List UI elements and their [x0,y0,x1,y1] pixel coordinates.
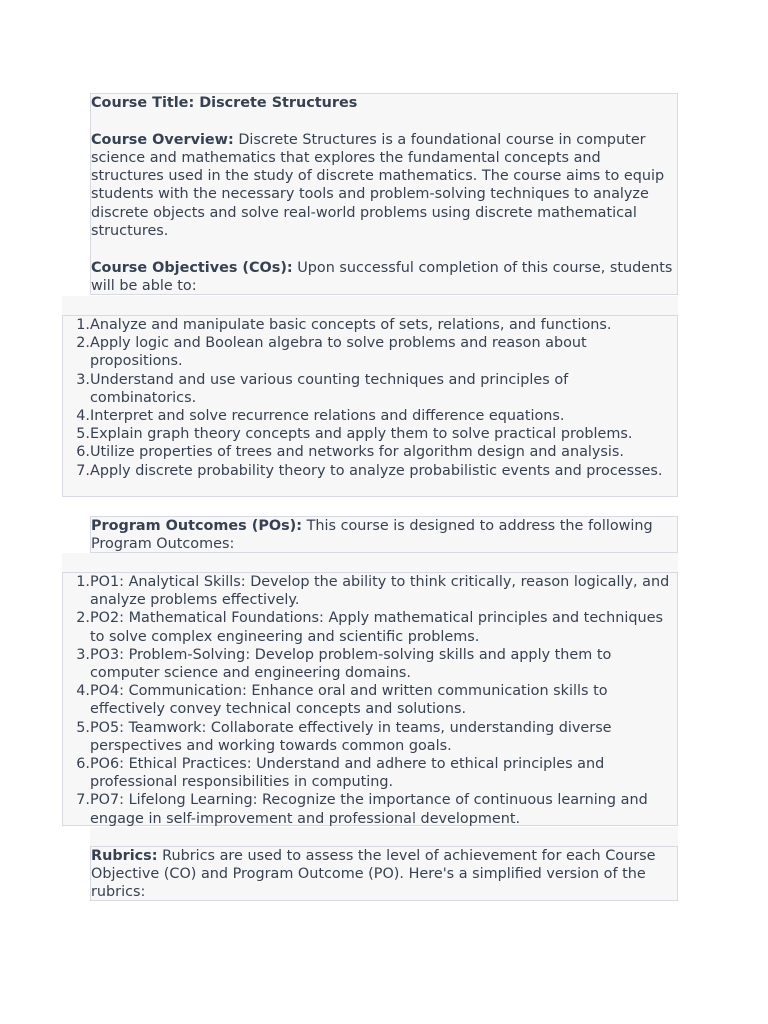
objectives-text: Upon successful completion of this course, students will be able to: [91,259,673,294]
rubrics-text: Rubrics are used to assess the level of achievement for each Course Objective (CO) and Program Outcome (PO). Here's a simplified version of the rubrics: [91,848,656,901]
list-item: 4. PO4: Communication: Enhance oral and written communication skills to effectively convey technical concepts and solutions. [76,683,608,718]
rubrics-block [90,846,678,901]
list-item: 1. PO1: Analytical Skills: Develop the ability to think critically, reason logically, and analyze problems effectively. [76,574,670,609]
course-overview [91,131,677,240]
overview-label: Course Overview: [91,131,234,148]
program-outcomes-text: This course is designed to address the following Program Outcomes: [91,518,653,553]
rubrics-label: Rubrics: [91,848,158,864]
course-intro-block [90,93,678,295]
rubrics-paragraph [91,847,677,902]
list-item: 4. Interpret and solve recurrence relations and difference equations. [76,408,565,425]
list-item: 3. Understand and use various counting techniques and principles of combinatorics. [76,371,569,406]
course-title: Course Title: Discrete Structures [91,95,358,111]
list-item: 6. PO6: Ethical Practices: Understand and adhere to ethical principles and professional responsibilities in computing. [76,756,605,791]
list-item: 7. Apply discrete probability theory to analyze probabilistic events and processes. [76,462,663,479]
spacer [62,296,678,315]
program-outcomes-label: Program Outcomes (POs): [91,518,303,534]
program-outcomes-list [62,572,678,826]
overview-text: Discrete Structures is a foundational course in computer science and mathematics that explores the fundamental concepts and structures used in the study of discrete mathematics. The course aims to equip students with the necessary tools and problem-solving techniques to analyze discrete objects and solve real-world problems using discrete mathematical structures. [91,131,665,239]
list-item: 5. Explain graph theory concepts and apply them to solve practical problems. [76,426,633,443]
program-outcomes-intro [91,517,677,553]
list-item: 7. PO7: Lifelong Learning: Recognize the importance of continuous learning and engage in self-improvement and professional development. [76,792,648,827]
program-outcomes-intro-block [90,516,678,553]
spacer [62,553,678,572]
list-item: 6. Utilize properties of trees and networks for algorithm design and analysis. [76,444,624,461]
course-objectives-intro [91,259,677,295]
objectives-label: Course Objectives (COs): [91,259,293,276]
spacer [90,827,678,846]
list-item: 2. PO2: Mathematical Foundations: Apply mathematical principles and techniques to solve complex engineering and scientific problems. [76,610,663,645]
list-item: 3. PO3: Problem-Solving: Develop problem-solving skills and apply them to computer science and engineering domains. [76,646,612,682]
list-item: 2. Apply logic and Boolean algebra to solve problems and reason about propositions. [76,335,587,370]
list-item: 5. PO5: Teamwork: Collaborate effectively in teams, understanding diverse perspectives and working towards common goals. [76,719,612,754]
course-objectives-list [62,315,678,497]
list-item: 1. Analyze and manipulate basic concepts of sets, relations, and functions. [76,317,612,333]
